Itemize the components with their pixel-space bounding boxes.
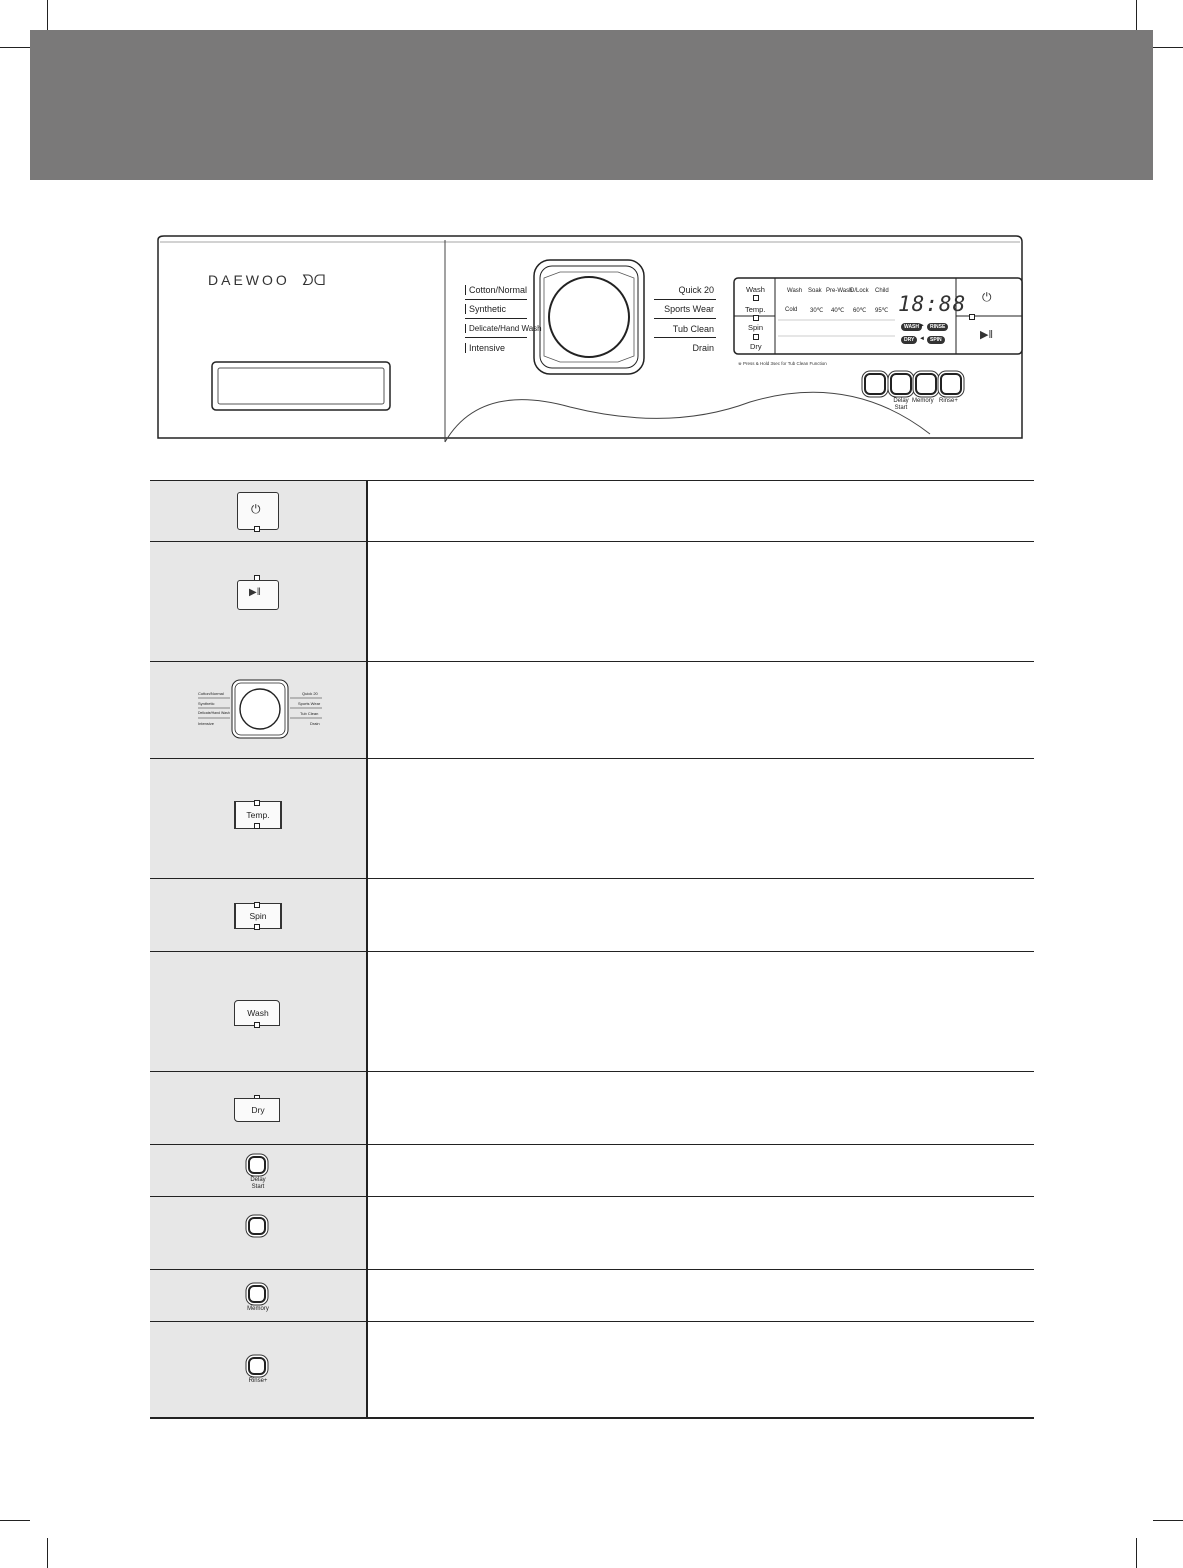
table-row [150,879,1034,952]
crop-mark [47,1538,48,1568]
wash-label: Wash [247,1008,269,1018]
mini-program-label: Cotton/Normal [198,691,224,696]
led [969,314,975,320]
crop-mark [1153,1520,1183,1521]
control-panel [150,232,1032,444]
lcd-label: 60℃ [853,308,867,314]
dry-button[interactable]: Dry [750,342,762,351]
wash-button[interactable]: Wash [746,285,765,294]
led [753,334,759,340]
led [753,295,759,301]
program-cotton-normal[interactable]: Cotton/Normal [465,285,527,295]
crop-mark [1136,1538,1137,1568]
led [254,526,260,532]
mini-program-label: Quick 20 [302,691,318,696]
icon-cell [150,1145,368,1196]
table-row [150,542,1034,662]
lcd-label: 95℃ [875,308,889,314]
program-intensive[interactable]: Intensive [465,343,505,353]
program-synthetic[interactable]: Synthetic [465,304,506,314]
table-row [150,1072,1034,1145]
crop-mark [0,1520,30,1521]
lcd-label: 30℃ [810,308,824,314]
description-cell [368,759,1034,878]
rinse-plus-button[interactable] [940,373,962,395]
daewoo-symbol-icon: ᗤᗡ [302,272,326,288]
arrow-icon: ◄ [919,336,925,342]
crop-mark [1153,47,1183,48]
icon-cell [150,1322,368,1417]
divider [654,299,716,300]
lcd-label: Pre-Wash [826,288,853,294]
table-row [150,1270,1034,1322]
divider [465,299,527,300]
mini-program-label: Tub Clean [300,711,319,716]
crop-mark [47,0,48,30]
crop-mark [1136,0,1137,30]
table-row [150,1145,1034,1197]
mini-program-label: Synthetic [198,701,215,706]
memory-label: Memory [912,398,934,404]
power-icon: ⏻ [251,502,261,516]
description-cell [368,1270,1034,1321]
mini-program-label: Drain [310,721,320,726]
table-row [150,952,1034,1072]
divider [654,337,716,338]
rinse-plus-label: Rinse+ [248,1378,268,1384]
start-pause-button-illustration [237,580,279,610]
stage-dry: DRY [901,336,917,344]
description-cell [368,879,1034,951]
memory-button[interactable] [915,373,937,395]
icon-cell [150,952,368,1071]
memory-label: Memory [247,1306,269,1312]
table-row [150,759,1034,879]
spin-button[interactable]: Spin [748,323,764,332]
description-cell [368,662,1034,758]
description-cell [368,1072,1034,1144]
icon-cell [150,1270,368,1321]
delay-start-label: Delay Start [250,1177,266,1190]
stage-rinse: RINSE [927,323,948,331]
spin-label: Spin [249,911,267,921]
controls-table [150,480,1034,1419]
description-cell [368,542,1034,661]
panel-outline [150,232,1032,444]
led [254,823,260,829]
memory-button-illustration [248,1285,266,1303]
divider [654,318,716,319]
rinse-plus-button-illustration [248,1357,266,1375]
mini-dial-illustration [150,662,366,758]
crop-mark [0,47,30,48]
play-pause-icon: ▶‖ [249,587,261,598]
temp-label: Temp. [246,810,270,820]
led [753,315,759,321]
divider [465,337,527,338]
power-button-illustration [237,492,279,530]
led [254,924,260,930]
description-cell [368,481,1034,541]
program-quick-20[interactable]: Quick 20 [678,285,714,295]
power-icon[interactable]: ⏻ [982,290,992,304]
blank-option-button[interactable] [864,373,886,395]
icon-cell [150,1197,368,1269]
led [254,800,260,806]
program-sports-wear[interactable]: Sports Wear [664,304,714,314]
description-cell [368,1145,1034,1196]
lcd-label: Child [875,288,889,294]
mini-program-label: Delicate/Hand Wash [198,711,230,715]
description-cell [368,1322,1034,1417]
delay-start-button-illustration [248,1156,266,1174]
rinse-plus-label: Rinse+ [939,398,958,404]
icon-cell [150,759,368,878]
description-cell [368,952,1034,1071]
lcd-label: Wash [787,288,803,294]
table-row [150,481,1034,542]
delay-start-label: Delay Start [893,398,909,411]
temp-button[interactable]: Temp. [745,305,766,314]
brand-logo: DAEWOO [208,272,290,288]
description-cell [368,1197,1034,1269]
program-delicate[interactable]: Delicate/Hand Wash [465,324,542,333]
table-row [150,662,1034,759]
arrow-icon: ► [919,323,925,329]
program-drain[interactable]: Drain [692,343,714,353]
lcd-label: Cold [785,307,798,313]
led [254,902,260,908]
lcd-label: Soak [808,288,822,294]
icon-cell [150,542,368,661]
time-display: 18:88 [898,292,967,316]
table-row [150,1322,1034,1417]
table-row [150,1197,1034,1270]
header-band [30,30,1153,180]
play-pause-icon[interactable]: ▶‖ [980,329,994,341]
mini-program-label: Sports Wear [298,701,321,706]
dry-label: Dry [251,1105,265,1115]
icon-cell [150,481,368,541]
stage-spin: SPIN [927,336,945,344]
program-tub-clean[interactable]: Tub Clean [672,324,714,334]
icon-cell [150,879,368,951]
tub-clean-note: ※ Press & Hold 3sec for Tub Clean Function [738,361,827,366]
stage-wash: WASH [901,323,922,331]
lcd-label: 40℃ [831,308,845,314]
mini-program-label: Intensive [198,721,215,726]
divider [465,318,527,319]
icon-cell [150,662,368,758]
icon-cell [150,1072,368,1144]
delay-start-button[interactable] [890,373,912,395]
lcd-label: D/Lock [850,288,869,294]
option-button-illustration [248,1217,266,1235]
led [254,1022,260,1028]
